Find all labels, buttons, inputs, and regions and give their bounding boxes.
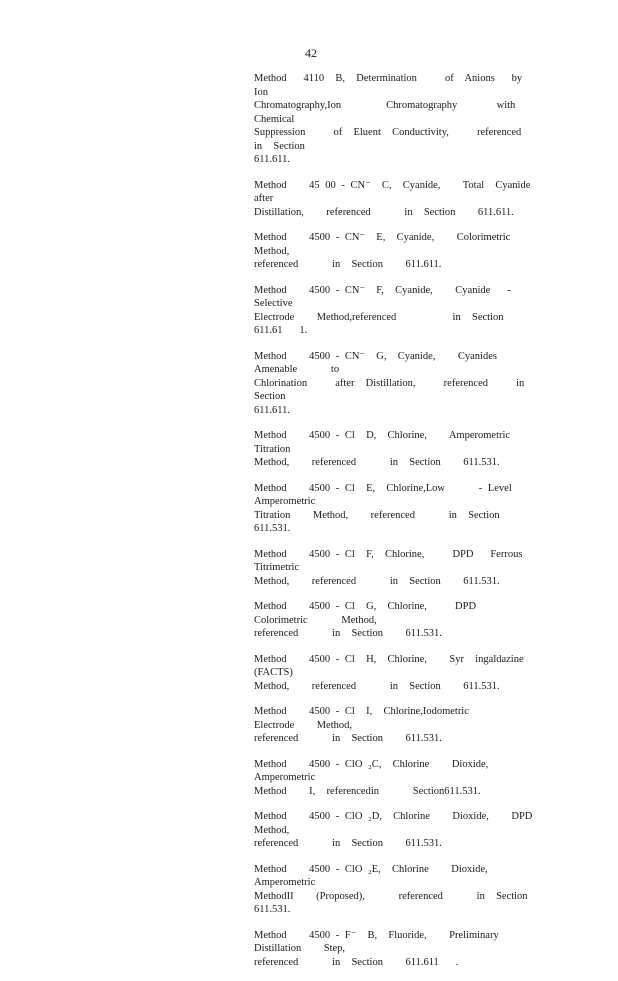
method-entry-4500-cl-f: Method 4500 - Cl F, Chlorine, DPD Ferrous Titrimetric Method, referenced in Section 611.531. — [254, 548, 523, 587]
method-entry-4500-cn-g: Method 4500 - CN⁻ G, Cyanide, Cyanides Amenable to Chlorination after Distillation, referenced in Section 611.611. — [254, 350, 525, 416]
method-entry-4500-cl-d: Method 4500 - Cl D, Chlorine, Amperometric Titration Method, referenced in Section 611.531. — [254, 430, 511, 468]
method-entry-4500-cl-e: Method 4500 - Cl E, Chlorine,Low - Level Amperometric Titration Method, referenced in Section 611.531. — [254, 482, 512, 534]
method-entry-4500-f-b: Method 4500 - F⁻ B, Fluoride, Preliminary Distillation Step, referenced in Section 611.611 . — [254, 929, 499, 968]
method-entry-4500-cn-c: Method 45 00 - CN⁻ C, Cyanide, Total Cyanide after Distillation, referenced in Section 611.611. — [254, 179, 531, 218]
method-entry-4500-cl-g: Method 4500 - Cl G, Chlorine, DPD Colorimetric Method, referenced in Section 611.531. — [254, 601, 477, 639]
method-entry-4500-clo2-e: Method 4500 - ClO ₂E, Chlorine Dioxide, Amperometric MethodII (Proposed), referenced in Section 611.531. — [254, 863, 528, 915]
method-entry-4500-clo2-c: Method 4500 - ClO ₂C, Chlorine Dioxide, Amperometric Method I, referencedin Section611.531. — [254, 758, 489, 797]
method-entry-4110-b: Method 4110 B, Determination of Anions by Ion Chromatography,Ion Chromatography with Chemical Suppression of Eluent Conductivity, referenced in Section 611.611. — [254, 73, 523, 165]
method-entry-4500-cn-f: Method 4500 - CN⁻ F, Cyanide, Cyanide - Selective Electrode Method,referenced in Section 611.61 1. — [254, 284, 511, 336]
method-reference-list — [254, 72, 538, 981]
page-number: 42 — [305, 46, 317, 60]
method-entry-4500-cl-h: Method 4500 - Cl H, Chlorine, Syr ingaldazine (FACTS) Method, referenced in Section 611.531. — [254, 653, 524, 692]
method-entry-4500-cn-e: Method 4500 - CN⁻ E, Cyanide, Colorimetric Method, referenced in Section 611.611. — [254, 232, 511, 270]
method-entry-4500-cl-i: Method 4500 - Cl I, Chlorine,Iodometric Electrode Method, referenced in Section 611.531. — [254, 706, 469, 744]
method-entry-4500-clo2-d: Method 4500 - ClO ₂D, Chlorine Dioxide, DPD Method, referenced in Section 611.531. — [254, 811, 533, 849]
